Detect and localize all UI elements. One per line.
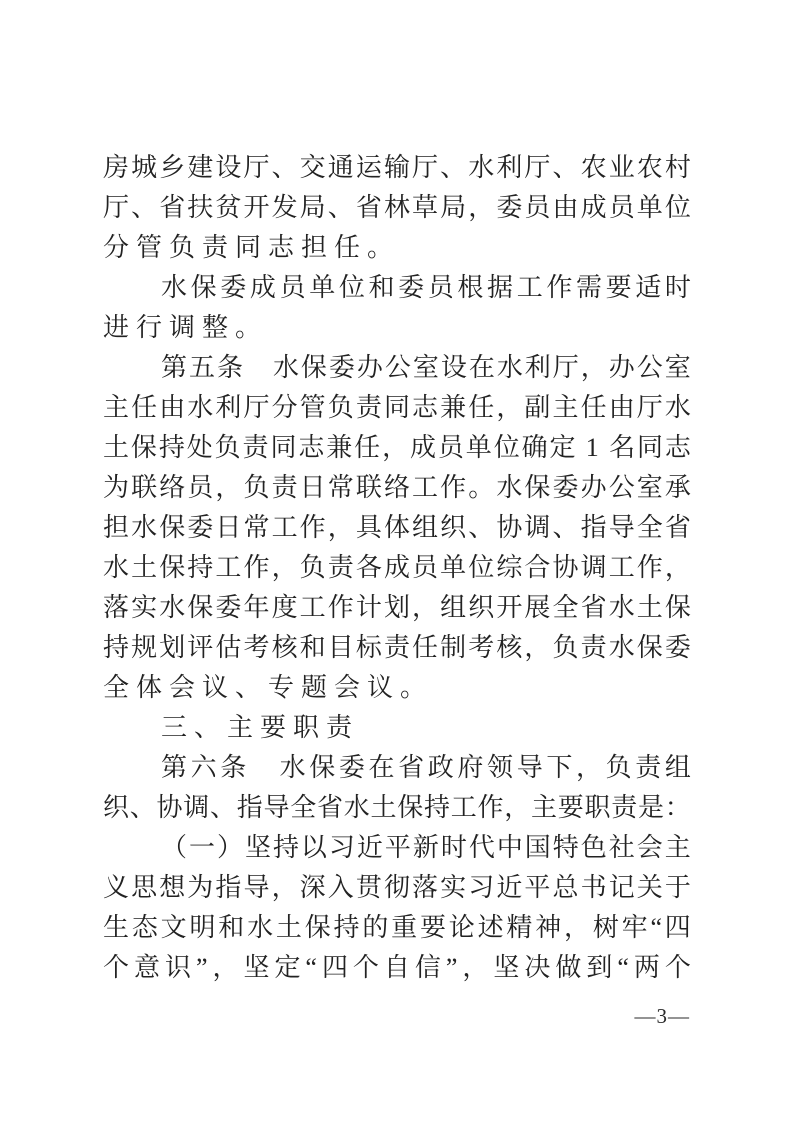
body-line: 生 态 文 明 和 水 土 保 持 的 重 要 论 述 精 神 ， 树 牢 “ 四	[103, 913, 691, 942]
body-line: 落 实 水 保 委 年 度 工 作 计 划 ， 组 织 开 展 全 省 水 土 保	[103, 593, 691, 622]
body-line: 全体会议、专题会议。	[103, 673, 434, 702]
body-line: 为 联 络 员 ， 负 责 日 常 联 络 工 作 。 水 保 委 办 公 室 承	[103, 473, 691, 502]
body-line: 厅 、 省 扶 贫 开 发 局 、 省 林 草 局 ， 委 员 由 成 员 单 位	[103, 193, 691, 222]
section-heading: 三、主要职责	[161, 713, 360, 742]
body-line: 水 保 委 成 员 单 位 和 委 员 根 据 工 作 需 要 适 时	[161, 273, 691, 302]
page-number: —3—	[634, 1004, 690, 1028]
body-line: 个 意 识 ” ， 坚 定 “ 四 个 自 信 ” ， 坚 决 做 到 “ 两 个	[103, 953, 691, 982]
body-line: （ 一 ） 坚 持 以 习 近 平 新 时 代 中 国 特 色 社 会 主	[161, 833, 691, 862]
body-line: 织 、 协 调 、 指 导 全 省 水 土 保 持 工 作 ， 主 要 职 责 是 ：	[103, 793, 691, 822]
body-line: 持 规 划 评 估 考 核 和 目 标 责 任 制 考 核 ， 负 责 水 保 委	[103, 633, 691, 662]
body-line: 分管负责同志担任。	[103, 233, 401, 262]
body-line: 义 思 想 为 指 导 ， 深 入 贯 彻 落 实 习 近 平 总 书 记 关 于	[103, 873, 691, 902]
body-line: 土 保 持 处 负 责 同 志 兼 任 ， 成 员 单 位 确 定 1 名 同 志	[103, 433, 691, 462]
body-line: 主 任 由 水 利 厅 分 管 负 责 同 志 兼 任 ， 副 主 任 由 厅 水	[103, 393, 691, 422]
document-body	[103, 148, 691, 988]
body-line: 第 六 条 水 保 委 在 省 政 府 领 导 下 ， 负 责 组	[161, 753, 691, 782]
body-line: 第 五 条 水 保 委 办 公 室 设 在 水 利 厅 ， 办 公 室	[161, 353, 691, 382]
body-line: 房 城 乡 建 设 厅 、 交 通 运 输 厅 、 水 利 厅 、 农 业 农 村	[103, 153, 691, 182]
body-line: 水 土 保 持 工 作 ， 负 责 各 成 员 单 位 综 合 协 调 工 作 ，	[103, 553, 691, 582]
body-line: 进行调整。	[103, 313, 269, 342]
body-line: 担 水 保 委 日 常 工 作 ， 具 体 组 织 、 协 调 、 指 导 全 省	[103, 513, 691, 542]
